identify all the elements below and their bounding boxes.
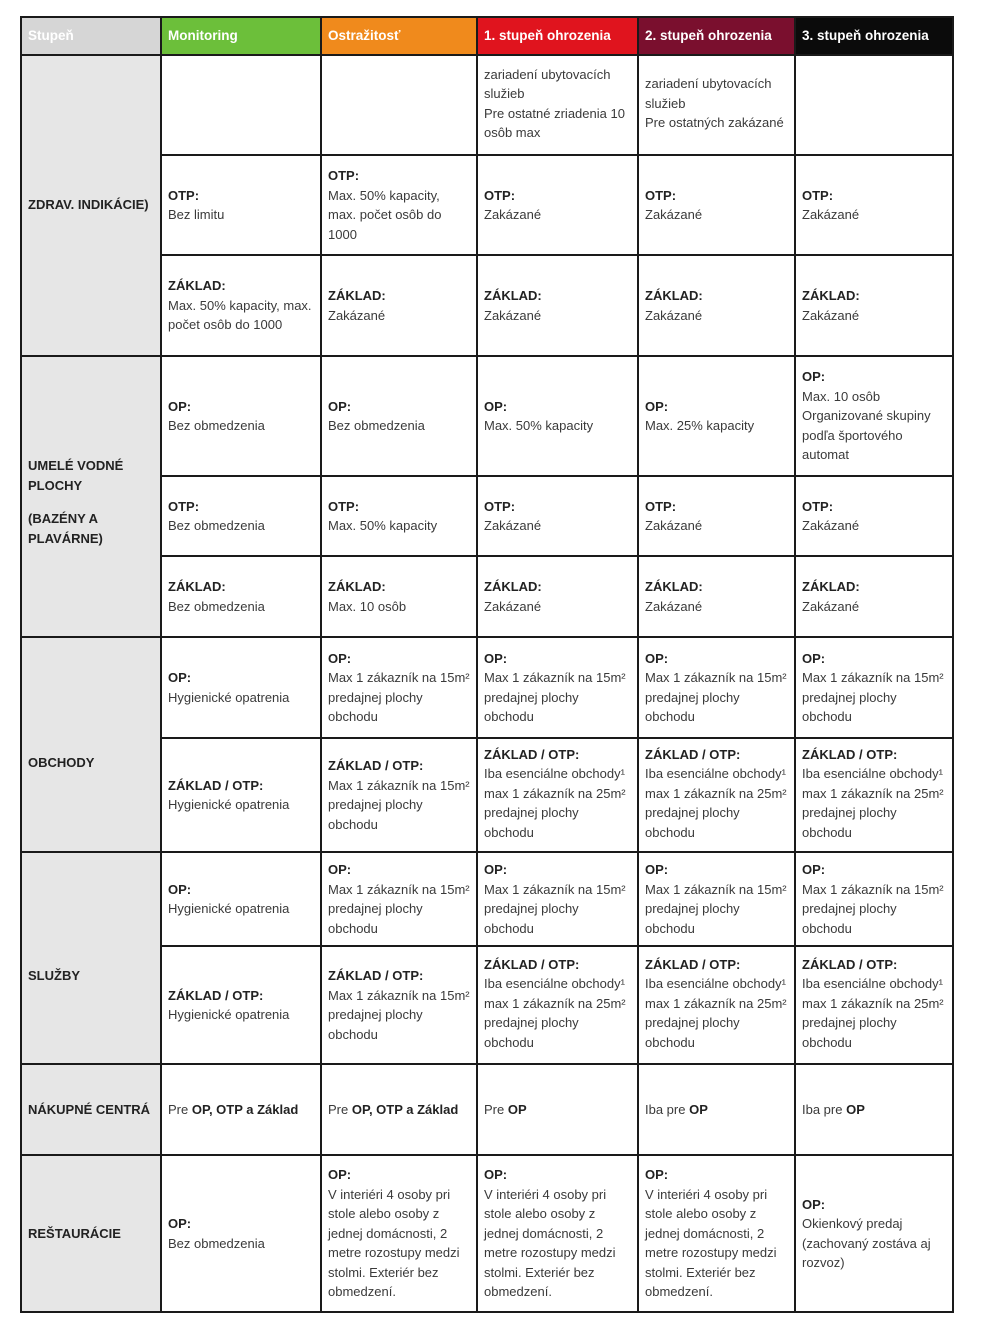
table-row (21, 556, 953, 637)
table-row (21, 255, 953, 356)
cell-sluzby-zo-s3 (795, 946, 953, 1064)
cell-label: OP: (168, 881, 192, 897)
cell-obchody-op-s1 (477, 637, 638, 738)
cell-restauracie-s1 (477, 1155, 638, 1312)
cell-label: OP: (328, 1167, 352, 1183)
cell-text: Hygienické opatrenia (168, 689, 290, 705)
category-nakupne-centra: NÁKUPNÉ CENTRÁ (21, 1064, 161, 1155)
cell-zdrav-otp-mon (161, 155, 321, 255)
cell-label: OTP: (645, 498, 677, 514)
cell-text: Okienkový predaj (zachovaný zostáva aj rozvoz) (802, 1216, 931, 1270)
cell-label: ZÁKLAD: (802, 579, 860, 594)
cell-text: Bez obmedzenia (168, 418, 265, 433)
cell-bold-text: OP (689, 1101, 708, 1117)
cell-text: Iba esenciálne obchody¹ max 1 zákazník na 25m² predajnej plochy obchodu (484, 976, 626, 1050)
cell-sluzby-op-mon (161, 852, 321, 946)
cell-label: ZÁKLAD: (484, 288, 542, 303)
cell-text: Zakázané (484, 307, 542, 323)
cell-restauracie-mon (161, 1155, 321, 1312)
cell-text: Max. 10 osôb (328, 598, 407, 614)
cell-text: Max 1 zákazník na 15m² predajnej plochy obchodu (484, 670, 626, 724)
cell-label: OP: (645, 650, 669, 666)
cell-label: OP: (328, 650, 352, 666)
cell-label: OTP: (484, 187, 516, 203)
cell-zdrav-mon (161, 55, 321, 155)
cell-label: OTP: (168, 187, 200, 203)
cell-zdrav-s1 (477, 55, 638, 155)
cell-vodne-zaklad-s3 (795, 556, 953, 637)
cell-zdrav-s2 (638, 55, 795, 155)
cell-text: Iba esenciálne obchody¹ max 1 zákazník na 25m² predajnej plochy obchodu (802, 766, 944, 840)
header-monitoring: Monitoring (161, 17, 321, 55)
header-row (21, 17, 953, 55)
cell-obchody-zo-s3 (795, 738, 953, 852)
cell-vodne-op-ost (321, 356, 477, 476)
cell-text: Zakázané (645, 207, 703, 222)
table-row (21, 356, 953, 476)
category-vodne-plochy (21, 356, 161, 637)
header-stupen-1: 1. stupeň ohrozenia (477, 17, 638, 55)
table-row (21, 738, 953, 852)
cell-sluzby-op-s3 (795, 852, 953, 946)
cell-vodne-zaklad-s2 (638, 556, 795, 637)
cell-label: OP: (328, 862, 352, 877)
cell-text: Max 1 zákazník na 15m² predajnej plochy obchodu (645, 670, 787, 724)
cell-text: Pre (484, 1101, 508, 1117)
cell-label: ZÁKLAD: (645, 579, 703, 594)
cell-text: Iba esenciálne obchody¹ max 1 zákazník na 25m² predajnej plochy obchodu (802, 976, 944, 1050)
cell-label: OP: (645, 398, 669, 414)
cell-label: ZÁKLAD: (802, 288, 860, 303)
cell-label: ZÁKLAD / OTP: (802, 956, 898, 972)
cell-text: V interiéri 4 osoby pri stole alebo osoby z jednej domácnosti, 2 metre rozostupy medzi stolmi. Exteriér bez obmedzení. (328, 1186, 460, 1300)
cell-text: Max. 50% kapacity, max. počet osôb do 1000 (168, 297, 312, 333)
cell-label: ZÁKLAD: (168, 278, 226, 294)
cell-label: OTP: (645, 187, 677, 203)
cell-zdrav-otp-ost (321, 155, 477, 255)
cell-label: OP: (802, 862, 826, 877)
cell-text: Bez limitu (168, 207, 225, 222)
cell-text: Iba esenciálne obchody¹ max 1 zákazník na 25m² predajnej plochy obchodu (484, 766, 626, 840)
cell-zdrav-ost (321, 55, 477, 155)
cell-vodne-otp-s3 (795, 476, 953, 556)
cell-label: OP: (168, 398, 192, 414)
cell-vodne-otp-mon (161, 476, 321, 556)
category-obchody: OBCHODY (21, 637, 161, 852)
cell-vodne-otp-s1 (477, 476, 638, 556)
cell-text: Zakázané (484, 518, 542, 533)
cell-text: Hygienické opatrenia (168, 797, 290, 812)
cell-text: Bez obmedzenia (168, 1235, 265, 1251)
cell-vodne-zaklad-ost (321, 556, 477, 637)
cell-label: ZÁKLAD / OTP: (645, 746, 741, 762)
cell-obchody-zo-mon (161, 738, 321, 852)
table-row (21, 476, 953, 556)
cell-text: Bez obmedzenia (328, 418, 425, 433)
cell-obchody-op-ost (321, 637, 477, 738)
cell-restauracie-s2 (638, 1155, 795, 1312)
cell-text: Max 1 zákazník na 15m² predajnej plochy obchodu (328, 881, 470, 936)
cell-vodne-op-mon (161, 356, 321, 476)
cell-obchody-op-mon (161, 637, 321, 738)
cell-text: Zakázané (645, 307, 703, 323)
cell-label: OP: (484, 1167, 508, 1183)
cell-obchody-op-s3 (795, 637, 953, 738)
cell-label: OTP: (328, 168, 360, 183)
cell-label: OP: (645, 1167, 669, 1183)
cell-bold-text: OP (507, 1101, 527, 1117)
cell-label: OP: (802, 1196, 826, 1212)
cell-text: Bez obmedzenia (168, 598, 265, 614)
cell-label: OTP: (328, 498, 360, 514)
cell-text: Zakázané (484, 598, 542, 614)
cell-text: Max 1 zákazník na 15m² predajnej plochy obchodu (802, 881, 944, 936)
cell-text: Bez obmedzenia (168, 518, 265, 533)
category-subtitle: (BAZÉNY A PLAVÁRNE) (28, 511, 103, 546)
cell-text: Zakázané (802, 518, 860, 533)
cell-text: Hygienické opatrenia (168, 901, 290, 916)
cell-label: OP: (484, 398, 508, 414)
header-stupen-2: 2. stupeň ohrozenia (638, 17, 795, 55)
cell-text: Max 1 zákazník na 15m² predajnej plochy obchodu (645, 881, 787, 936)
cell-zdrav-otp-s1 (477, 155, 638, 255)
cell-sluzby-zo-ost (321, 946, 477, 1064)
cell-text: Iba pre (802, 1101, 847, 1117)
cell-zdrav-otp-s2 (638, 155, 795, 255)
cell-text: Zakázané (645, 518, 703, 533)
cell-nakupne-ost (321, 1064, 477, 1155)
cell-label: OP: (168, 1216, 192, 1231)
cell-label: ZÁKLAD / OTP: (484, 956, 580, 972)
cell-label: ZÁKLAD: (484, 579, 542, 594)
cell-text: Iba esenciálne obchody¹ max 1 zákazník na 25m² predajnej plochy obchodu (645, 766, 787, 840)
cell-zdrav-zaklad-mon (161, 255, 321, 356)
category-title: UMELÉ VODNÉ PLOCHY (28, 458, 124, 493)
cell-label: ZÁKLAD / OTP: (168, 987, 264, 1003)
cell-vodne-op-s2 (638, 356, 795, 476)
cell-text: V interiéri 4 osoby pri stole alebo osoby z jednej domácnosti, 2 metre rozostupy medzi stolmi. Exteriér bez obmedzení. (484, 1186, 616, 1300)
cell-text: Zakázané (802, 207, 860, 222)
cell-bold-text: OP, OTP a Základ (351, 1101, 459, 1117)
cell-label: ZÁKLAD / OTP: (168, 777, 264, 793)
restrictions-table (20, 16, 954, 1313)
cell-text: Max 1 zákazník na 15m² predajnej plochy obchodu (484, 881, 626, 936)
cell-text: Max. 50% kapacity (328, 518, 438, 533)
table-row (21, 55, 953, 155)
cell-text: Hygienické opatrenia (168, 1007, 290, 1022)
cell-text: Pre (168, 1101, 192, 1117)
cell-label: OP: (802, 369, 826, 385)
cell-vodne-zaklad-mon (161, 556, 321, 637)
cell-obchody-zo-s2 (638, 738, 795, 852)
cell-label: ZÁKLAD: (168, 579, 226, 594)
cell-bold-text: OP (846, 1101, 865, 1117)
cell-text: Max 1 zákazník na 15m² predajnej plochy obchodu (328, 777, 470, 832)
header-stupen: Stupeň (21, 17, 161, 55)
table-row (21, 637, 953, 738)
cell-bold-text: OP, OTP a Základ (191, 1101, 299, 1117)
cell-sluzby-zo-s2 (638, 946, 795, 1064)
cell-label: ZÁKLAD: (328, 288, 386, 303)
cell-obchody-zo-s1 (477, 738, 638, 852)
cell-text: Max. 10 osôb Organizované skupiny podľa športového automat (802, 388, 931, 463)
cell-label: ZÁKLAD / OTP: (645, 956, 741, 972)
cell-vodne-zaklad-s1 (477, 556, 638, 637)
cell-text: Zakázané (645, 598, 703, 614)
cell-sluzby-zo-mon (161, 946, 321, 1064)
cell-text: Iba pre (645, 1101, 690, 1117)
cell-nakupne-mon (161, 1064, 321, 1155)
cell-label: OP: (484, 862, 508, 877)
cell-vodne-op-s3 (795, 356, 953, 476)
cell-text: Zakázané (802, 598, 860, 614)
header-stupen-3: 3. stupeň ohrozenia (795, 17, 953, 55)
cell-label: OTP: (802, 187, 834, 203)
cell-zdrav-zaklad-s2 (638, 255, 795, 356)
cell-text: zariadení ubytovacích služieb Pre ostatných zakázané (645, 76, 784, 131)
cell-text: Max. 25% kapacity (645, 418, 755, 433)
cell-label: OP: (645, 862, 669, 877)
cell-nakupne-s2 (638, 1064, 795, 1155)
cell-label: ZÁKLAD / OTP: (328, 968, 424, 983)
table-row (21, 155, 953, 255)
table-row (21, 1155, 953, 1312)
cell-text: Max. 50% kapacity (484, 418, 594, 433)
cell-nakupne-s3 (795, 1064, 953, 1155)
cell-zdrav-zaklad-s3 (795, 255, 953, 356)
cell-restauracie-ost (321, 1155, 477, 1312)
cell-sluzby-op-s1 (477, 852, 638, 946)
cell-text: Max 1 zákazník na 15m² predajnej plochy obchodu (802, 670, 944, 724)
cell-label: ZÁKLAD / OTP: (802, 746, 898, 762)
header-ostrazitost: Ostražitosť (321, 17, 477, 55)
cell-zdrav-zaklad-ost (321, 255, 477, 356)
table-row (21, 946, 953, 1064)
cell-vodne-otp-ost (321, 476, 477, 556)
cell-label: OP: (168, 670, 192, 685)
category-sluzby: SLUŽBY (21, 852, 161, 1064)
cell-text: Zakázané (484, 207, 542, 222)
table-row (21, 1064, 953, 1155)
cell-label: ZÁKLAD: (328, 579, 386, 594)
cell-label: OP: (328, 398, 352, 414)
cell-obchody-zo-ost (321, 738, 477, 852)
cell-sluzby-op-ost (321, 852, 477, 946)
cell-sluzby-zo-s1 (477, 946, 638, 1064)
cell-label: OP: (802, 650, 826, 666)
cell-label: OP: (484, 650, 508, 666)
cell-zdrav-otp-s3 (795, 155, 953, 255)
cell-vodne-op-s1 (477, 356, 638, 476)
cell-text: Zakázané (328, 307, 386, 323)
cell-sluzby-op-s2 (638, 852, 795, 946)
cell-label: ZÁKLAD: (645, 288, 703, 303)
cell-label: ZÁKLAD / OTP: (328, 758, 424, 773)
cell-text: Iba esenciálne obchody¹ max 1 zákazník na 25m² predajnej plochy obchodu (645, 976, 787, 1050)
cell-text: Pre (328, 1101, 352, 1117)
cell-label: OTP: (802, 498, 834, 514)
category-restauracie: REŠTAURÁCIE (21, 1155, 161, 1312)
cell-text: zariadení ubytovacích služieb Pre ostatné zriadenia 10 osôb max (484, 66, 625, 140)
category-zdrav: ZDRAV. INDIKÁCIE) (21, 55, 161, 356)
cell-zdrav-zaklad-s1 (477, 255, 638, 356)
cell-text: Zakázané (802, 307, 860, 323)
cell-label: OTP: (484, 498, 516, 514)
cell-obchody-op-s2 (638, 637, 795, 738)
cell-text: Max 1 zákazník na 15m² predajnej plochy obchodu (328, 987, 470, 1042)
cell-restauracie-s3 (795, 1155, 953, 1312)
cell-zdrav-s3 (795, 55, 953, 155)
cell-nakupne-s1 (477, 1064, 638, 1155)
table-row (21, 852, 953, 946)
cell-text: Max 1 zákazník na 15m² predajnej plochy obchodu (328, 670, 470, 724)
cell-label: OTP: (168, 498, 200, 514)
cell-text: V interiéri 4 osoby pri stole alebo osoby z jednej domácnosti, 2 metre rozostupy medzi stolmi. Exteriér bez obmedzení. (645, 1186, 777, 1300)
cell-vodne-otp-s2 (638, 476, 795, 556)
cell-text: Max. 50% kapacity, max. počet osôb do 1000 (328, 187, 442, 242)
cell-label: ZÁKLAD / OTP: (484, 746, 580, 762)
